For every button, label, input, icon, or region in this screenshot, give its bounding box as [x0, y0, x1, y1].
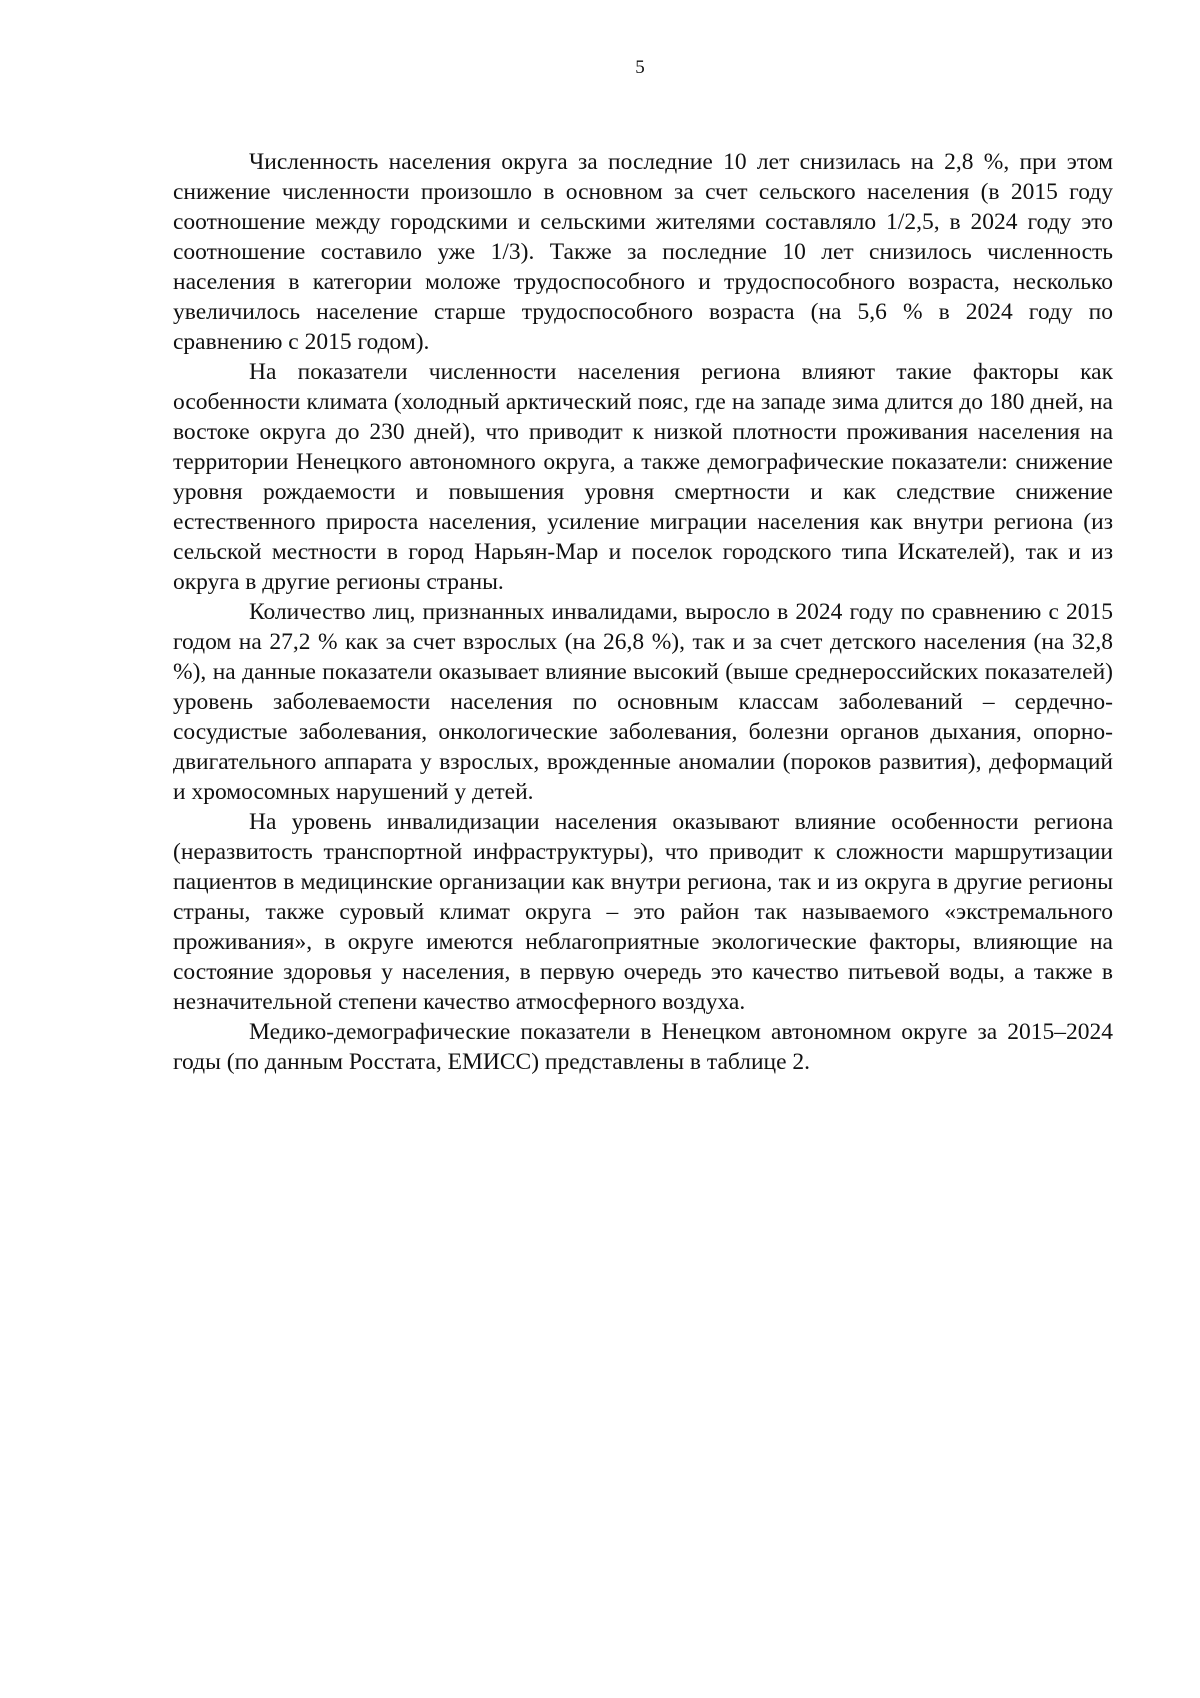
- paragraph-disability-factors: На уровень инвалидизации населения оказывают влияние особенности региона (неразвитость транспортной инфраструктуры), что приводит к сложности маршрутизации пациентов в медицинские организации как внутри региона, так и из округа в другие регионы страны, также суровый климат округа – это район так называемого «экстремального проживания», в округе имеются неблагоприятные экологические факторы, влияющие на состояние здоровья у населения, в первую очередь это качество питьевой воды, а также в незначительной степени качество атмосферного воздуха.: [173, 809, 1113, 1015]
- paragraph-table-reference: Медико-демографические показатели в Ненецком автономном округе за 2015–2024 годы (по данным Росстата, ЕМИСС) представлены в таблице 2.: [173, 1019, 1113, 1075]
- paragraph-population-decline: Численность населения округа за последние 10 лет снизилась на 2,8 %, при этом снижение численности произошло в основном за счет сельского населения (в 2015 году соотношение между городскими и сельскими жителями составляло 1/2,5, в 2024 году это соотношение составило уже 1/3). Также за последние 10 лет снизилось численность населения в категории моложе трудоспособного и трудоспособного возраста, несколько увеличилось население старше трудоспособного возраста (на 5,6 % в 2024 году по сравнению с 2015 годом).: [173, 149, 1113, 355]
- paragraph-population-factors: На показатели численности населения региона влияют такие факторы как особенности климата (холодный арктический пояс, где на западе зима длится до 180 дней, на востоке округа до 230 дней), что приводит к низкой плотности проживания населения на территории Ненецкого автономного округа, а также демографические показатели: снижение уровня рождаемости и повышения уровня смертности и как следствие снижение естественного прироста населения, усиление миграции населения как внутри региона (из сельской местности в город Нарьян-Мар и поселок городского типа Искателей), так и из округа в другие регионы страны.: [173, 359, 1113, 595]
- document-body: [173, 147, 1113, 1077]
- page-number: 5: [635, 57, 645, 78]
- paragraph-disability-count: Количество лиц, признанных инвалидами, выросло в 2024 году по сравнению с 2015 годом на 27,2 % как за счет взрослых (на 26,8 %), так и за счет детского населения (на 32,8 %), на данные показатели оказывает влияние высокий (выше среднероссийских показателей) уровень заболеваемости населения по основным классам заболеваний – сердечно-сосудистые заболевания, онкологические заболевания, болезни органов дыхания, опорно-двигательного аппарата у взрослых, врожденные аномалии (пороков развития), деформаций и хромосомных нарушений у детей.: [173, 599, 1113, 805]
